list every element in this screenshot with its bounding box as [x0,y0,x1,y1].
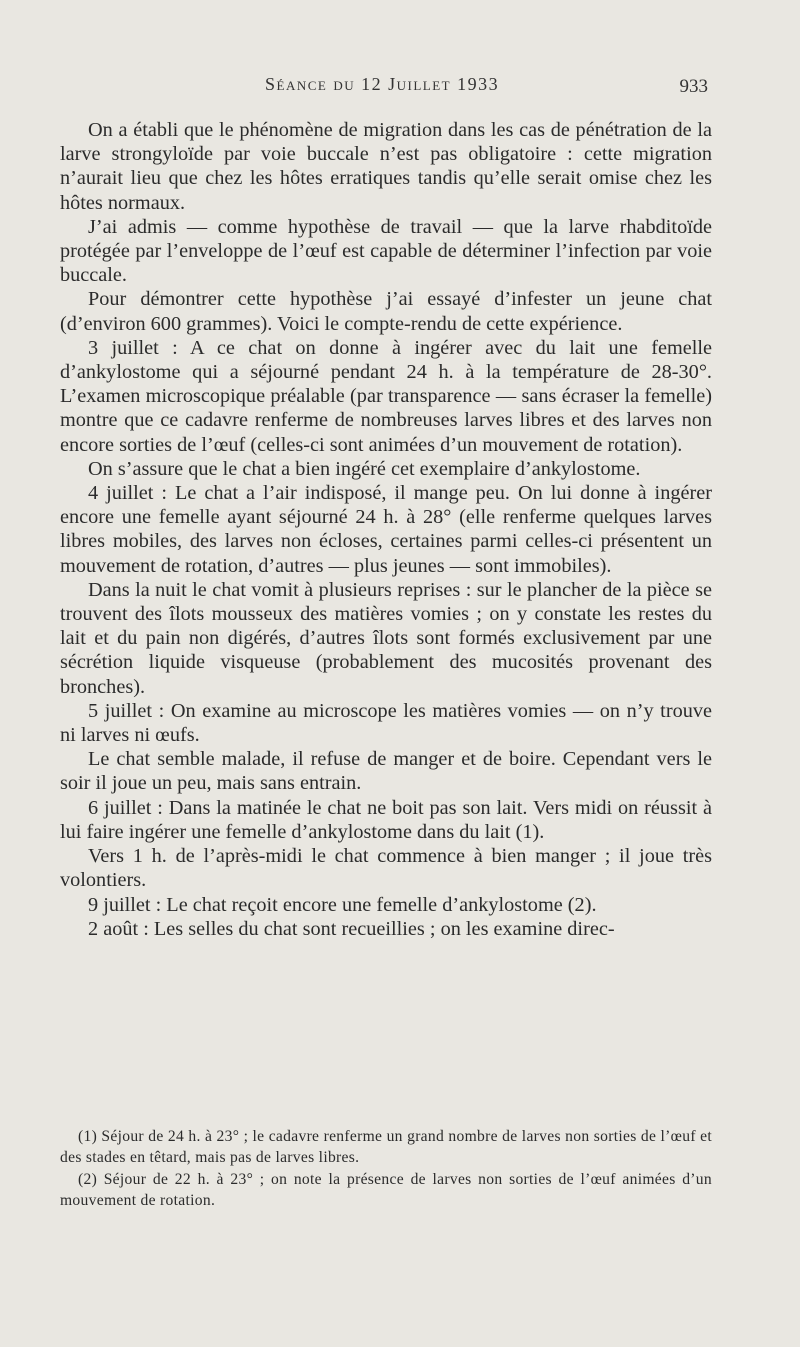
running-head: Séance du 12 Juillet 1933 [265,74,500,94]
footnote-2: (2) Séjour de 22 h. à 23° ; on note la présence de larves non sorties de l’œuf animées d’un mouvement de rotation. [60,1170,712,1209]
paragraph: Le chat semble malade, il refuse de manger et de boire. Cependant vers le soir il joue un peu, mais sans entrain. [60,748,712,795]
page-number: 933 [679,76,708,97]
footnote-1: (1) Séjour de 24 h. à 23° ; le cadavre renferme un grand nombre de larves non sorties de l’œuf et des stades en têtard, mais pas de larves libres. [60,1128,712,1167]
paragraph: 3 juillet : A ce chat on donne à ingérer avec du lait une femelle d’ankylostome qui a séjourné pendant 24 h. à la température de 28-30°. L’examen microscopique préalable (par transparence — sans écraser la femelle) montre que ce cadavre renferme de nombreuses larves libres et des larves non encore sorties de l’œuf (celles-ci sont animées d’un mouvement de rotation). [60,336,712,456]
body-text [60,118,712,941]
paragraph: 2 août : Les selles du chat sont recueillies ; on les examine direc- [88,917,615,940]
paragraph: Dans la nuit le chat vomit à plusieurs reprises : sur le plancher de la pièce se trouvent des îlots mousseux des matières vomies ; on y constate les restes du lait et du pain non digérés, d’autres îlots sont formés exclusivement par une sécrétion liquide visqueuse (probablement des mucosités provenant des bronches). [60,578,712,698]
paragraph: 6 juillet : Dans la matinée le chat ne boit pas son lait. Vers midi on réussit à lui faire ingérer une femelle d’ankylostome dans du lait (1). [60,796,712,843]
paragraph: On s’assure que le chat a bien ingéré cet exemplaire d’ankylostome. [88,457,641,480]
paragraph: Vers 1 h. de l’après-midi le chat commence à bien manger ; il joue très volontiers. [60,845,712,892]
paragraph: J’ai admis — comme hypothèse de travail — que la larve rhabditoïde protégée par l’enveloppe de l’œuf est capable de déterminer l’infection par voie buccale. [60,215,712,287]
paragraph: Pour démontrer cette hypothèse j’ai essayé d’infester un jeune chat (d’environ 600 grammes). Voici le compte-rendu de cette expérience. [60,288,712,335]
paragraph: 5 juillet : On examine au microscope les matières vomies — on n’y trouve ni larves ni œufs. [60,699,712,747]
page-header [60,74,710,104]
footnotes [60,1126,712,1211]
paragraph: On a établi que le phénomène de migration dans les cas de pénétration de la larve strongyloïde par voie buccale n’est pas obligatoire : cette migration n’aurait lieu que chez les hôtes erratiques tandis qu’elle serait omise chez les hôtes normaux. [60,119,712,214]
paragraph: 4 juillet : Le chat a l’air indisposé, il mange peu. On lui donne à ingérer encore une femelle ayant séjourné 24 h. à 28° (elle renferme quelques larves libres mobiles, des larves non écloses, certaines parmi celles-ci présentent un mouvement de rotation, d’autres — plus jeunes — sont immobiles). [60,482,712,577]
paragraph: 9 juillet : Le chat reçoit encore une femelle d’ankylostome (2). [88,893,597,916]
